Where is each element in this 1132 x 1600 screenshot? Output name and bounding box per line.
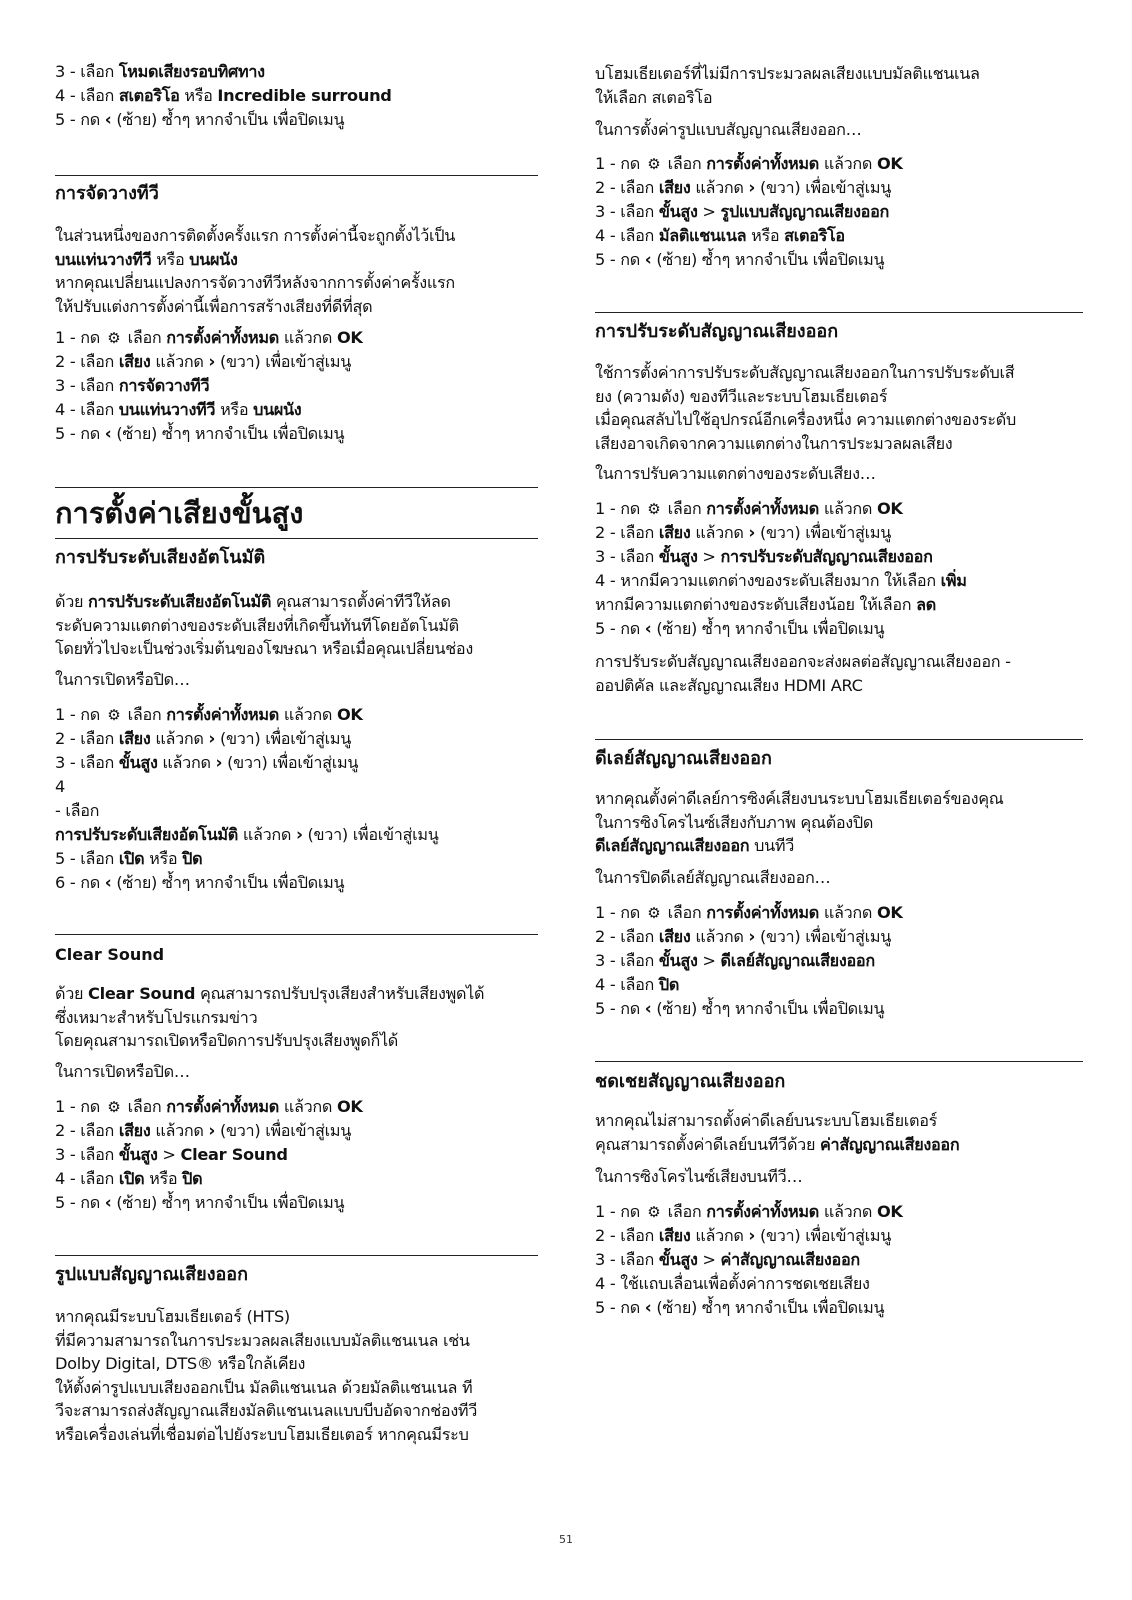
para-text: คุณสามารถตั้งค่าดีเลย์บนทีวีด้วย: [595, 1134, 820, 1154]
para-text: ด้วย: [55, 984, 89, 1003]
audio-out-delay-intro: ในการปิดดีเลย์สัญญาณเสียงออก…: [595, 868, 831, 887]
step-text: (ซ้าย) ซ้ำๆ หากจำเป็น เพื่อปิดเมนู: [651, 1298, 885, 1317]
step-text: 2 - เลือก: [595, 178, 659, 197]
step-text: หรือ: [746, 226, 785, 245]
step: [595, 973, 1083, 997]
chevron-left-icon: ‹: [104, 1193, 112, 1213]
step-text: หรือ: [215, 400, 254, 419]
step-bold: OK: [876, 1202, 903, 1221]
step-text: 1 - กด: [595, 903, 645, 922]
para-line: ในการซิงโครไนซ์เสียงกับภาพ คุณต้องปิด: [595, 812, 874, 832]
step-text: 4 - เลือก: [55, 400, 119, 419]
step-bold: OK: [336, 1097, 363, 1116]
step: [595, 545, 1083, 569]
chevron-right-icon: ›: [208, 352, 216, 372]
clear-sound-steps: [55, 1095, 538, 1215]
section-divider: [55, 538, 538, 539]
step-text: 4 - เลือก: [595, 975, 659, 994]
step-bold: การตั้งค่าทั้งหมด: [166, 328, 280, 347]
step: [595, 1224, 1083, 1248]
step-text: แล้วกด: [279, 328, 337, 347]
step-text: (ขวา) เพื่อเข้าสู่เมนู: [215, 729, 351, 748]
step-text: 5 - กด: [55, 1193, 105, 1212]
step-text: 1 - กด: [595, 1202, 645, 1221]
tv-placement-paragraph: [55, 224, 538, 318]
step: [55, 1119, 538, 1143]
para-line: ระดับความแตกต่างของระดับเสียงที่เกิดขึ้นทันทีโดยอัตโนมัติ: [55, 615, 459, 635]
step-text: แล้วกด: [819, 1202, 877, 1221]
step-text: แล้วกด: [690, 523, 749, 542]
step-text: 4 - เลือก: [55, 1169, 119, 1188]
step-bold: เสียง: [658, 1226, 691, 1245]
step-text: 1 - กด: [55, 1097, 105, 1116]
auto-volume-intro: ในการเปิดหรือปิด…: [55, 670, 190, 689]
para-line: ให้ปรับแต่งการตั้งค่านี้เพื่อการสร้างเสียงที่ดีที่สุด: [55, 296, 373, 316]
step-bold: Clear Sound: [180, 1145, 288, 1164]
para-line: [55, 248, 538, 272]
para-line: ที่มีความสามารถในการประมวลผลเสียงแบบมัลติแชนเนล เช่น: [55, 1330, 470, 1350]
auto-volume-steps: [55, 703, 538, 895]
chevron-right-icon: ›: [748, 523, 756, 543]
auto-volume-paragraph: [55, 590, 538, 661]
step-text: (ซ้าย) ซ้ำๆ หากจำเป็น เพื่อปิดเมนู: [111, 110, 345, 129]
audio-out-delay-paragraph: [595, 787, 1083, 858]
step-text: แล้วกด: [150, 352, 209, 371]
step: 4: [55, 777, 65, 796]
para-line: ยง (ความดัง) ของทีวีและระบบโฮมเธียเตอร์: [595, 386, 888, 406]
para-line: ให้ตั้งค่ารูปแบบเสียงออกเป็น มัลติแชนเนล ด้วยมัลติแชนเนล ที: [55, 1377, 473, 1397]
para-bold: ค่าสัญญาณเสียงออก: [820, 1134, 960, 1154]
chevron-left-icon: ‹: [644, 999, 652, 1019]
para-line: [595, 1133, 1083, 1157]
step: [595, 617, 1083, 641]
step-text: แล้วกด: [279, 705, 337, 724]
para-line: วีจะสามารถส่งสัญญาณเสียงมัลติแชนเนลแบบบีบอัดจากช่องทีวี: [55, 1401, 478, 1420]
step-bold: เสียง: [118, 352, 151, 371]
section-title-tv-placement: การจัดวางทีวี: [55, 183, 159, 204]
step-text: (ซ้าย) ซ้ำๆ หากจำเป็น เพื่อปิดเมนู: [111, 424, 345, 443]
step-text: 2 - เลือก: [55, 729, 119, 748]
step-bold: ลด: [916, 595, 936, 614]
para-bold: บนแท่นวางทีวี: [55, 249, 152, 269]
page-number: 51: [559, 1533, 573, 1546]
chevron-right-icon: ›: [215, 753, 223, 773]
step-text: (ซ้าย) ซ้ำๆ หากจำเป็น เพื่อปิดเมนู: [651, 999, 885, 1018]
step-text: (ขวา) เพื่อเข้าสู่เมนู: [302, 825, 439, 844]
surround-steps: [55, 60, 538, 132]
step: [595, 997, 1083, 1021]
step-text: (ซ้าย) ซ้ำๆ หากจำเป็น เพื่อปิดเมนู: [651, 619, 885, 638]
chevron-right-icon: ›: [748, 927, 756, 947]
step-text: แล้วกด: [150, 1121, 209, 1140]
step: [595, 176, 1083, 200]
para-line: เมื่อคุณสลับไปใช้อุปกรณ์อีกเครื่องหนึ่ง ความแตกต่างของระดับ: [595, 410, 1016, 429]
step-bold: ขั้นสูง: [118, 753, 158, 772]
step-text: (ขวา) เพื่อเข้าสู่เมนู: [755, 1226, 891, 1245]
para-bold: การปรับระดับเสียงอัตโนมัติ: [88, 592, 272, 611]
step-text: เลือก: [662, 1202, 707, 1221]
step: [55, 1143, 538, 1167]
para-text: หรือ: [151, 249, 190, 269]
step-text: 1 - กด: [55, 328, 105, 347]
para-line: บโฮมเธียเตอร์ที่ไม่มีการประมวลผลเสียงแบบมัลติแชนเนล: [595, 64, 980, 83]
step-bold: ค่าสัญญาณเสียงออก: [720, 1250, 860, 1269]
step-text: (ขวา) เพื่อเข้าสู่เมนู: [755, 178, 891, 197]
para-line: ให้เลือก สเตอริโอ: [595, 87, 713, 107]
step: [595, 569, 1083, 593]
step-text: แล้วกด: [157, 753, 216, 772]
step-bold: OK: [336, 328, 363, 347]
step: [55, 1191, 538, 1215]
step-text: 4 - เลือก: [595, 226, 659, 245]
step-text: (ขวา) เพื่อเข้าสู่เมนู: [215, 352, 351, 371]
step-text: 3 - เลือก: [55, 62, 119, 81]
step-text: 5 - เลือก: [55, 849, 119, 868]
step-text: แล้วกด: [690, 1226, 749, 1245]
step: [595, 1248, 1083, 1272]
step-bold: ขั้นสูง: [118, 1145, 158, 1164]
chevron-left-icon: ‹: [104, 110, 112, 130]
audio-out-format-intro: ในการตั้งค่ารูปแบบสัญญาณเสียงออก…: [595, 120, 862, 139]
section-title-audio-out-offset: ชดเชยสัญญาณเสียงออก: [595, 1071, 786, 1092]
step-text: 1 - กด: [595, 499, 645, 518]
step-text: หรือ: [144, 849, 183, 868]
step: [55, 871, 538, 895]
audio-out-leveling-paragraph: [595, 361, 1083, 455]
step-bold: บนผนัง: [253, 400, 302, 419]
section-divider: [595, 312, 1083, 313]
step-text: แล้วกด: [819, 154, 877, 173]
step: [595, 949, 1083, 973]
step: [55, 326, 538, 350]
step-text: 2 - เลือก: [595, 927, 659, 946]
step-bold: ปิด: [182, 849, 203, 868]
step-text: เลือก: [122, 328, 167, 347]
step-bold: ปิด: [658, 975, 680, 994]
step-text: แล้วกด: [690, 927, 749, 946]
step-text: หรือ: [179, 86, 218, 105]
step-text: 6 - กด: [55, 873, 105, 892]
step-bold: เสียง: [658, 178, 691, 197]
step-text: (ซ้าย) ซ้ำๆ หากจำเป็น เพื่อปิดเมนู: [111, 873, 345, 892]
step: [55, 350, 538, 374]
step-bold: สเตอริโอ: [784, 226, 845, 245]
step: [595, 200, 1083, 224]
step-text: (ซ้าย) ซ้ำๆ หากจำเป็น เพื่อปิดเมนู: [651, 250, 885, 269]
step-text: 5 - กด: [55, 110, 105, 129]
chevron-right-icon: ›: [208, 729, 216, 749]
step: [55, 1167, 538, 1191]
audio-out-leveling-intro: ในการปรับความแตกต่างของระดับเสียง…: [595, 464, 876, 483]
step-bold: เสียง: [118, 729, 151, 748]
step-text: 2 - เลือก: [55, 1121, 119, 1140]
step-text: 5 - กด: [595, 250, 645, 269]
step: [55, 374, 538, 398]
step: [595, 152, 1083, 176]
chapter-title: การตั้งค่าเสียงขั้นสูง: [55, 496, 304, 530]
step-text: 3 - เลือก: [595, 202, 659, 221]
step-bold: ขั้นสูง: [658, 951, 698, 970]
step-text: 5 - กด: [55, 424, 105, 443]
chevron-right-icon: ›: [748, 178, 756, 198]
audio-out-leveling-steps: [595, 497, 1083, 641]
step: [595, 901, 1083, 925]
step-text: 4 - เลือก: [55, 86, 119, 105]
step-text: หากมีความแตกต่างของระดับเสียงน้อย ให้เลือก: [595, 595, 917, 614]
step-text: 1 - กด: [55, 705, 105, 724]
gear-icon: ⚙: [647, 500, 661, 518]
step-text: 5 - กด: [595, 999, 645, 1018]
step-text: (ขวา) เพื่อเข้าสู่เมนู: [222, 753, 359, 772]
step-bold: การปรับระดับเสียงอัตโนมัติ: [55, 825, 238, 844]
step-bold: OK: [876, 154, 903, 173]
para-line: Dolby Digital, DTS® หรือใกล้เคียง: [55, 1354, 306, 1373]
step-text: เลือก: [662, 903, 707, 922]
step-text: หรือ: [144, 1169, 183, 1188]
step-bold: การตั้งค่าทั้งหมด: [706, 499, 820, 518]
step: [55, 60, 538, 84]
step-text: เลือก: [662, 154, 707, 173]
section-title-audio-out-delay: ดีเลย์สัญญาณเสียงออก: [595, 748, 772, 769]
step-bold: ปิด: [182, 1169, 203, 1188]
step-bold: เสียง: [658, 927, 691, 946]
section-divider: [55, 1255, 538, 1256]
step-bold: เพิ่ม: [940, 571, 967, 590]
step-text: เลือก: [122, 705, 167, 724]
para-line: ในส่วนหนึ่งของการติดตั้งครั้งแรก การตั้งค่านี้จะถูกตั้งไว้เป็น: [55, 226, 455, 245]
step: [55, 823, 538, 847]
step: 4 - ใช้แถบเลื่อนเพื่อตั้งค่าการชดเชยเสียง: [595, 1274, 870, 1293]
step-bold: ดีเลย์สัญญาณเสียงออก: [720, 951, 875, 970]
step: [55, 847, 538, 871]
step-text: 3 - เลือก: [595, 1250, 659, 1269]
para-line: ออปติคัล และสัญญาณเสียง HDMI ARC: [595, 675, 863, 695]
step-bold: ขั้นสูง: [658, 1250, 698, 1269]
step-text: >: [697, 951, 721, 970]
step-text: แล้วกด: [238, 825, 296, 844]
step-text: >: [697, 202, 721, 221]
step: [595, 521, 1083, 545]
step-bold: OK: [876, 499, 903, 518]
para-line: หากคุณไม่สามารถตั้งค่าดีเลย์บนระบบโฮมเธียเตอร์: [595, 1111, 938, 1130]
gear-icon: ⚙: [647, 155, 661, 173]
section-title-audio-out-format: รูปแบบสัญญาณเสียงออก: [55, 1264, 249, 1285]
step: [55, 751, 538, 775]
para-line: [55, 982, 538, 1006]
step-text: 4 - หากมีความแตกต่างของระดับเสียงมาก ให้เลือก: [595, 571, 941, 590]
step-text: >: [697, 1250, 721, 1269]
step-bold: สเตอริโอ: [118, 86, 180, 105]
step: [55, 1095, 538, 1119]
clear-sound-intro: ในการเปิดหรือปิด…: [55, 1062, 190, 1081]
step-text: (ขวา) เพื่อเข้าสู่เมนู: [755, 523, 891, 542]
tv-placement-steps: [55, 326, 538, 446]
para-bold: Clear Sound: [88, 984, 196, 1003]
step: [55, 703, 538, 727]
step: [595, 224, 1083, 248]
step: [55, 727, 538, 751]
para-text: ด้วย: [55, 592, 89, 611]
chevron-right-icon: ›: [748, 1226, 756, 1246]
step-text: 3 - เลือก: [55, 376, 119, 395]
step-text: แล้วกด: [690, 178, 749, 197]
step-text: แล้วกด: [279, 1097, 337, 1116]
step-bold: เสียง: [118, 1121, 151, 1140]
section-title-clear-sound: Clear Sound: [55, 945, 165, 964]
step-text: 3 - เลือก: [55, 753, 119, 772]
step-bold: การตั้งค่าทั้งหมด: [166, 705, 280, 724]
step-bold: โหมดเสียงรอบทิศทาง: [118, 62, 265, 81]
step: [595, 1296, 1083, 1320]
section-divider: [55, 487, 538, 488]
step-text: เลือก: [662, 499, 707, 518]
step-bold: รูปแบบสัญญาณเสียงออก: [720, 202, 890, 221]
step: [595, 248, 1083, 272]
section-divider: [595, 739, 1083, 740]
step-bold: การตั้งค่าทั้งหมด: [706, 903, 820, 922]
para-line: การปรับระดับสัญญาณเสียงออกจะส่งผลต่อสัญญาณเสียงออก -: [595, 652, 1011, 671]
para-text: คุณสามารถปรับปรุงเสียงสำหรับเสียงพูดได้: [195, 984, 485, 1003]
gear-icon: ⚙: [107, 706, 121, 724]
audio-out-format-paragraph: [55, 1305, 538, 1446]
step-text: 2 - เลือก: [595, 523, 659, 542]
para-line: หากคุณมีระบบโฮมเธียเตอร์ (HTS): [55, 1307, 290, 1326]
step-bold: มัลติแชนเนล: [658, 226, 747, 245]
step-bold: การจัดวางทีวี: [118, 376, 210, 395]
step-bold: การตั้งค่าทั้งหมด: [166, 1097, 280, 1116]
section-title-audio-out-leveling: การปรับระดับสัญญาณเสียงออก: [595, 321, 839, 342]
step-text: 3 - เลือก: [55, 1145, 119, 1164]
para-line: ซึ่งเหมาะสำหรับโปรแกรมข่าว: [55, 1007, 258, 1027]
step-bold: ขั้นสูง: [658, 202, 698, 221]
audio-out-delay-steps: [595, 901, 1083, 1021]
step-text: แล้วกด: [819, 499, 877, 518]
step-text: 2 - เลือก: [55, 352, 119, 371]
chevron-left-icon: ‹: [104, 873, 112, 893]
step-text: 1 - กด: [595, 154, 645, 173]
step-text: (ขวา) เพื่อเข้าสู่เมนู: [755, 927, 891, 946]
audio-out-offset-paragraph: [595, 1109, 1083, 1156]
step-bold: การตั้งค่าทั้งหมด: [706, 1202, 820, 1221]
audio-out-offset-steps: [595, 1200, 1083, 1320]
section-divider: [55, 934, 538, 935]
step-text: 3 - เลือก: [595, 951, 659, 970]
step-bold: OK: [876, 903, 903, 922]
step-bold: การตั้งค่าทั้งหมด: [706, 154, 820, 173]
step: [595, 1200, 1083, 1224]
step: [595, 593, 1083, 617]
step: [55, 398, 538, 422]
step: [55, 422, 538, 446]
para-line: โดยคุณสามารถเปิดหรือปิดการปรับปรุงเสียงพูดก็ได้: [55, 1031, 399, 1050]
para-line: โดยทั่วไปจะเป็นช่วงเริ่มต้นของโฆษณา หรือเมื่อคุณเปลี่ยนช่อง: [55, 639, 473, 658]
step-text: 2 - เลือก: [595, 1226, 659, 1245]
step-text: >: [157, 1145, 181, 1164]
para-line: [55, 590, 538, 614]
para-text: บนทีวี: [749, 836, 795, 855]
step-text: >: [697, 547, 721, 566]
section-divider: [55, 175, 538, 176]
gear-icon: ⚙: [647, 1203, 661, 1221]
step-text: (ซ้าย) ซ้ำๆ หากจำเป็น เพื่อปิดเมนู: [111, 1193, 345, 1212]
chevron-left-icon: ‹: [644, 250, 652, 270]
step-text: เลือก: [122, 1097, 167, 1116]
step-bold: บนแท่นวางทีวี: [118, 400, 216, 419]
para-bold: ดีเลย์สัญญาณเสียงออก: [595, 836, 750, 855]
chevron-left-icon: ‹: [644, 1298, 652, 1318]
para-line: เสียงอาจเกิดจากความแตกต่างในการประมวลผลเสียง: [595, 433, 953, 453]
gear-icon: ⚙: [107, 1098, 121, 1116]
step-text: แล้วกด: [150, 729, 209, 748]
audio-out-format-continued: [595, 62, 1083, 109]
audio-out-offset-intro: ในการซิงโครไนซ์เสียงบนทีวี…: [595, 1167, 803, 1186]
audio-out-leveling-note: [595, 650, 1083, 697]
step-text: 5 - กด: [595, 1298, 645, 1317]
chevron-right-icon: ›: [295, 825, 303, 845]
gear-icon: ⚙: [647, 904, 661, 922]
step-bold: ขั้นสูง: [658, 547, 698, 566]
step: - เลือก: [55, 801, 100, 820]
para-line: [595, 834, 1083, 858]
section-divider: [595, 1061, 1083, 1062]
step: [55, 108, 538, 132]
gear-icon: ⚙: [107, 329, 121, 347]
para-text: คุณสามารถตั้งค่าทีวีให้ลด: [271, 592, 451, 611]
step-bold: การปรับระดับสัญญาณเสียงออก: [720, 547, 933, 566]
step-bold: OK: [336, 705, 363, 724]
step-text: 5 - กด: [595, 619, 645, 638]
step: [55, 84, 538, 108]
step: [595, 925, 1083, 949]
step-bold: เสียง: [658, 523, 691, 542]
para-line: หากคุณตั้งค่าดีเลย์การซิงค์เสียงบนระบบโฮมเธียเตอร์ของคุณ: [595, 789, 1004, 808]
chevron-right-icon: ›: [208, 1121, 216, 1141]
step-bold: เปิด: [118, 1169, 145, 1188]
audio-out-format-steps: [595, 152, 1083, 272]
chevron-left-icon: ‹: [104, 424, 112, 444]
step: [595, 497, 1083, 521]
section-title-auto-volume: การปรับระดับเสียงอัตโนมัติ: [55, 547, 266, 568]
para-line: หากคุณเปลี่ยนแปลงการจัดวางทีวีหลังจากการตั้งค่าครั้งแรก: [55, 273, 455, 292]
step-bold: เปิด: [118, 849, 145, 868]
clear-sound-paragraph: [55, 982, 538, 1053]
step-bold: Incredible surround: [217, 86, 392, 105]
chevron-left-icon: ‹: [644, 619, 652, 639]
para-line: ใช้การตั้งค่าการปรับระดับสัญญาณเสียงออกในการปรับระดับเสี: [595, 363, 1015, 382]
step-text: (ขวา) เพื่อเข้าสู่เมนู: [215, 1121, 351, 1140]
step-text: 3 - เลือก: [595, 547, 659, 566]
step-text: แล้วกด: [819, 903, 877, 922]
para-line: หรือเครื่องเล่นที่เชื่อมต่อไปยังระบบโฮมเธียเตอร์ หากคุณมีระบ: [55, 1424, 469, 1444]
para-bold: บนผนัง: [189, 249, 238, 269]
